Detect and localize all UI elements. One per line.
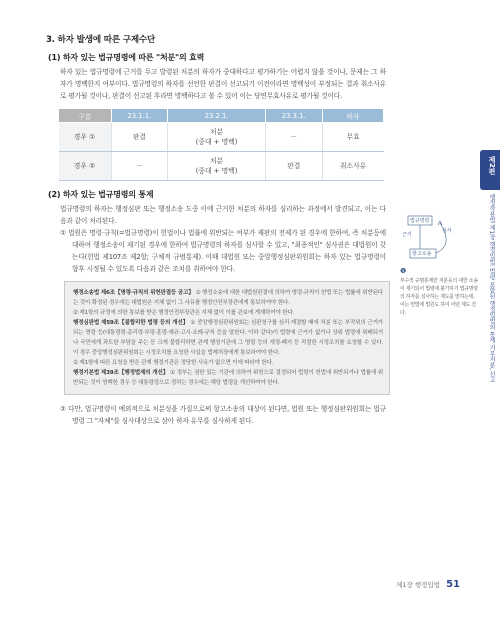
page-number: 51 <box>446 579 460 590</box>
table-cell: － <box>265 123 322 152</box>
law-box-p2: ② 제1항의 규정에 의한 통보를 받은 행정안전부장관은 지체 없이 이를 관보에 게재하여야 한다. <box>73 310 295 316</box>
table-row <box>59 123 384 152</box>
chapter-tab <box>478 150 500 400</box>
law-box-p4: ② 제1항에 따른 요청을 받은 관계 행정기관은 정당한 사유가 없으면 이에 따라야 한다. <box>73 360 274 366</box>
tab-chapter-text: 행정작용법 제1장 행정입법: 법령 포함된 행정입법의 통제 거부처분, 신고 <box>488 194 495 384</box>
sub2-item1: ① 법원은 명령·규칙(=법규명령)이 헌법이나 법률에 위반되는 여부가 재판의 전제가 된 경우에 한하여, 즉 처분등에 대하여 행정소송이 제기된 경우에 한하여 법규명령의 하자를 심사할 수 있고, "최종적인" 심사권은 대법원이 갖는다(헌법 제107조 제2항; 구체적 규범통제). 이때 대법원 또는 중앙행정심판위원회는 하자 있는 법규명령이 향후 시정될 수 있도록 다음과 같은 조치를 취하여야 한다. <box>60 229 386 273</box>
main-content <box>46 34 386 427</box>
table-cell: 처분 (중대 + 명백) <box>168 152 266 181</box>
sub1-text: 하자 있는 법규명령에 근거를 두고 발령된 처분의 하자가 중대하다고 평가하기는 어렵지 않을 것이나, 문제는 그 하자가 명백한지 여부이다. 법규명령의 하자를 선언한 판결이 선고되기 이전이라면 명백성이 부정되는 결과 취소사유로 평가될 것이나, 판결이 선고된 후라면 명백하다고 볼 수 있어 이는 당연무효사유로 평가될 것이다. <box>60 68 386 100</box>
footer-chapter: 제1장 행정입법 <box>396 581 440 589</box>
law-box <box>64 281 390 395</box>
diagram-bottom: 항고소송 <box>412 251 432 257</box>
law-box-p1: 행정소송법 제6조【명령·규칙의 위헌판결등 공고】 ① 행정소송에 대한 대법원판결에 의하여 명령·규칙이 헌법 또는 법률에 위반된다는 것이 확정된 경우에는 대법원은 지체 없이 그 사유를 행정안전부장관에게 통보하여야 한다. <box>73 290 383 306</box>
sub2-item2: ② 다만, 법규명령이 예외적으로 처분성을 가질으로써 항고소송의 대상이 된다면, 법원 또는 행정심판위원회는 법규명령 그 "자체"를 심사대상으로 삼아 하자 유무를 심사하게 된다. <box>60 405 386 425</box>
diagram-right: 심사 <box>442 228 452 234</box>
table-cell: 판결 <box>111 123 168 152</box>
table-header: 23.1.1. <box>111 109 168 123</box>
law-box-p5: 행정기본법 제39조【행정법제의 개선】 ① 정부는 권한 있는 기관에 의하여 위헌으로 결정되어 법령이 헌법에 위반되거나 법률에 위반되는 것이 명백한 경우 등 대통령령으로 정하는 경우에는 해당 법령을 개선하여야 한다. <box>73 370 383 386</box>
section-title: 3. 하자 발생에 따른 구제수단 <box>46 35 156 45</box>
table-header: 구분 <box>59 109 112 123</box>
tab-part-label: 제2편 <box>488 156 496 175</box>
sub2-title: (2) 하자 있는 법규명령의 통제 <box>48 190 154 199</box>
table-cell: 경우 ② <box>59 152 112 181</box>
page-footer <box>396 579 460 590</box>
defect-table <box>58 108 384 181</box>
table-cell: 무효 <box>322 123 383 152</box>
side-note <box>400 215 478 317</box>
control-diagram <box>402 215 466 263</box>
table-cell: － <box>111 152 168 181</box>
law-box-p3: 행정심판법 제59조【불합리한 법령 등의 개선】 ① 중앙행정심판위원회는 심판청구를 심리·재결할 때에 처분 또는 부작위의 근거가 되는 명령 등(대통령령·총리령·부령·훈령·예규·고시·조례·규칙 등을 말한다. 이하 같다)이 법령에 근거가 없거나 상위 법령에 위배되거나 국민에게 과도한 부담을 주는 등 크게 불합리하면 관계 행정기관에 그 명령 등의 개정·폐지 등 적절한 시정조치를 요청할 수 있다. 이 경우 중앙행정심판위원회는 시정조치를 요청한 사실을 법제처장에게 통보하여야 한다. <box>73 320 383 356</box>
table-cell: 처분 (중대 + 명백) <box>168 123 266 152</box>
table-cell: 취소사유 <box>322 152 383 181</box>
table-header: 하자 <box>322 109 383 123</box>
table-header: 23.2.1. <box>168 109 266 123</box>
note-text: 부수적 규범통제란 처분등의 대한 소송이 제기되어 법령에 불가하기 법규명령의 하자를 심사하는 제도를 말하는데, 이는 헌법에 법원도 하여 어떤 제도 간다. <box>400 278 478 316</box>
diagram-top: 법규명령 <box>410 218 430 224</box>
note-number: ❶ <box>400 267 407 275</box>
table-header-row <box>59 109 384 123</box>
sub1-title: (1) 하자 있는 법규명령에 따른 "처분"의 효력 <box>48 53 205 62</box>
diagram-left: 근거 <box>402 232 412 238</box>
tab-part-block <box>480 150 500 190</box>
sub2-intro: 법규명령의 하자는 행정심판 또는 행정소송 도중 이에 근거한 처분의 하자를 심리하는 과정에서 발견되고, 이는 다음과 같이 처리된다. <box>60 205 386 225</box>
table-row <box>59 152 384 181</box>
table-cell: 판결 <box>265 152 322 181</box>
table-header: 23.3.1. <box>265 109 322 123</box>
table-cell: 경우 ① <box>59 123 112 152</box>
